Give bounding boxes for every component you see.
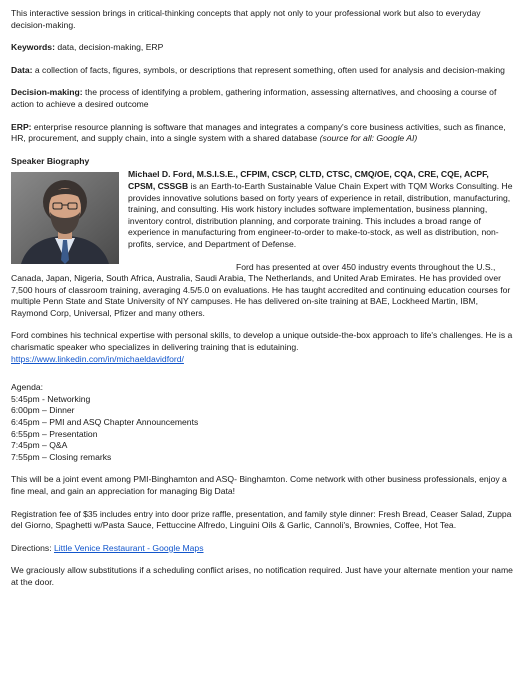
agenda-item: 6:45pm – PMI and ASQ Chapter Announcements: [11, 417, 199, 428]
substitutions-paragraph: We graciously allow substitutions if a scheduling conflict arises, no notification required. Just have your alternate mention your name at the door.: [11, 565, 513, 587]
speaker-biography-heading: [11, 156, 513, 168]
bio-text: is an Earth-to-Earth Sustainable Value Chain Expert with TQM Works Consulting. He provides innovative solutions based on forty years of experience in retail, distribution, manufacturing, training, and consulting. His work history includes software implementation, business planning, inventory control, distribution planning, and corporate training. This includes a broad range of experience in manufacturing from engineer-to-order to make-to-stock, as well as distribution, non-profits, service, and Department of Defense.: [128, 180, 513, 249]
definition-text: enterprise resource planning is software that manages and integrates a company's core business activities, such as finance, HR, procurement, and supply chain, into a single system with a shared database: [11, 121, 506, 144]
bio-paragraph-2: Ford has presented at over 450 industry events throughout the U.S., Canada, Japan, Nigeria, South Africa, Australia, Saudi Arabia, The Netherlands, and United Arab Emirates. He has provided over 7,500 hours of classroom training, averaging 4.5/5.0 on evaluations. He has taught accredited and continuing education courses for multiple Penn State and State University of NY campuses. He has delivered on-site training at BAE, Lockheed Martin, IBM, Raymond Corp, Universal, Pfizer and many others.: [11, 261, 511, 318]
joint-event-paragraph: This will be a joint event among PMI-Binghamton and ASQ- Binghamton. Come network with other business professionals, enjoy a fine meal, and gain an appreciation for managing Big Data!: [11, 474, 507, 496]
directions-line: [11, 543, 513, 555]
speaker-name-credentials: Michael D. Ford, M.S.I.S.E., CFPIM, CSCP, CLTD, CTSC, CMQ/OE, CQA, CRE, CQE, ACPF, CPSM, CSSGB: [128, 169, 489, 191]
definition-term: Decision-making:: [11, 87, 83, 98]
speaker-bio-section: [11, 169, 513, 319]
definition-decision-making: [11, 87, 513, 110]
definition-text: the process of identifying a problem, gathering information, assessing alternatives, and choosing a course of action to achieve a desired outcome: [11, 87, 497, 109]
agenda-item: 6:55pm – Presentation: [11, 428, 98, 439]
agenda-heading: Agenda:: [11, 382, 44, 393]
bio-paragraph-3: Ford combines his technical expertise with personal skills, to develop a unique outside-the-box approach to life's challenges. He is a charismatic speaker who specializes in delivering training that is edutaining.: [11, 330, 513, 353]
speaker-portrait-image: [11, 172, 119, 264]
definition-text: a collection of facts, figures, symbols, or descriptions that represent something, often used for analysis and decision-making: [32, 64, 505, 75]
agenda-item: 7:55pm – Closing remarks: [11, 451, 112, 462]
intro-paragraph: This interactive session brings in critical-thinking concepts that apply not only to your professional work but also to everyday decision-making.: [11, 8, 481, 30]
linkedin-link-line: [11, 354, 513, 366]
keywords-label: Keywords:: [11, 42, 55, 53]
agenda-list: [11, 394, 513, 464]
agenda-item: 6:00pm – Dinner: [11, 405, 75, 416]
agenda-item: 5:45pm - Networking: [11, 393, 91, 404]
directions-label: Directions:: [11, 542, 54, 553]
definition-term: ERP:: [11, 121, 32, 132]
source-note: (source for all: Google AI): [319, 133, 418, 144]
definition-term: Data:: [11, 64, 33, 75]
registration-fee-paragraph: Registration fee of $35 includes entry into door prize raffle, presentation, and family style dinner: Fresh Bread, Ceaser Salad, Zuppa del Giorno, Spaghetti w/Pasta Sauce, Fettuccine Alfredo, Linguini Oils & Garlic, Cannoli's, Brownies, Coffee, Hot Tea.: [11, 508, 512, 531]
definition-data: [11, 65, 513, 77]
agenda-item: 7:45pm – Q&A: [11, 440, 68, 451]
heading-text: Speaker Biography: [11, 155, 90, 166]
directions-link[interactable]: Little Venice Restaurant - Google Maps: [53, 542, 204, 553]
document-body: [11, 8, 513, 589]
definition-erp: [11, 122, 513, 145]
keywords-line: [11, 42, 513, 54]
speaker-photo: [11, 172, 119, 264]
linkedin-link[interactable]: https://www.linkedin.com/in/michaeldavidford/: [11, 353, 184, 364]
keywords-text: data, decision-making, ERP: [54, 42, 164, 53]
